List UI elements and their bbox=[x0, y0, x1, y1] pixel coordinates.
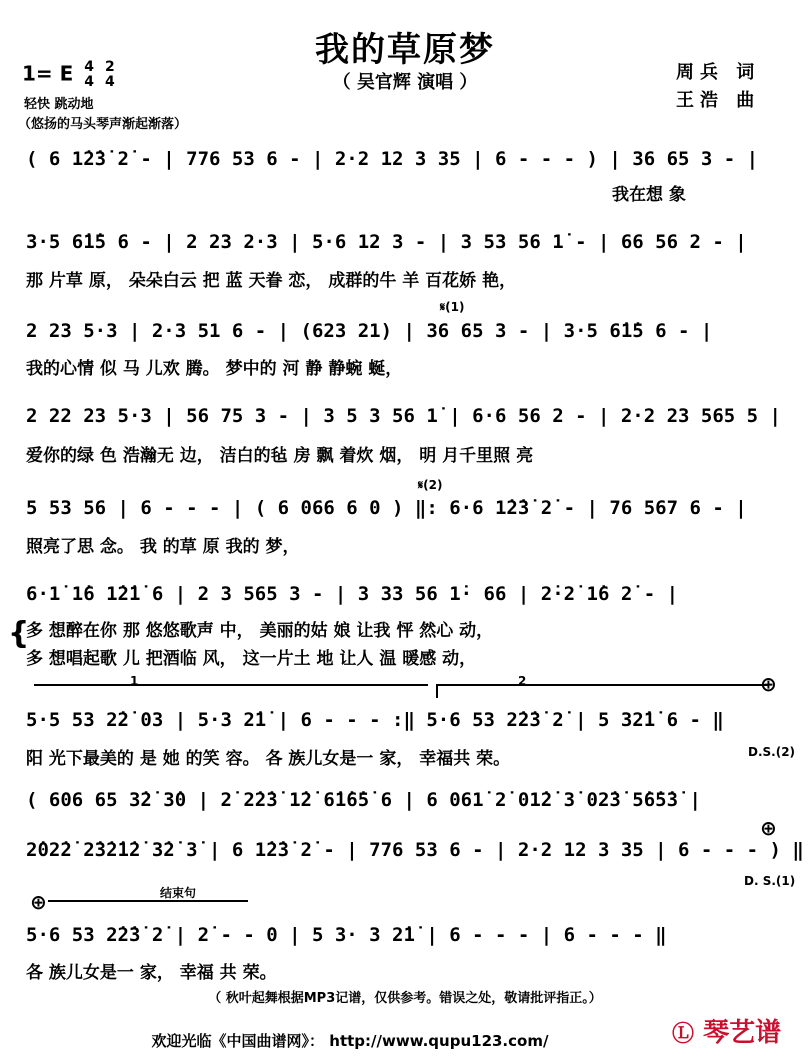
verse-brace: { bbox=[8, 616, 30, 651]
lyric-line-2: 那 片草 原， 朵朵白云 把 蓝 天眷 恋， 成群的牛 羊 百花娇 艳， bbox=[26, 271, 517, 291]
logo-text: 琴艺谱 bbox=[703, 1018, 782, 1048]
volta-2-label: 2 bbox=[518, 674, 527, 688]
verse-line-1: 多 想醉在你 那 悠悠歌声 中， 美丽的姑 娘 让我 怦 然心 动， bbox=[26, 621, 494, 641]
lyric-line-7: 阳 光下最美的 是 她 的笑 容。 各 族儿女是一 家， 幸福共 荣。 bbox=[26, 749, 511, 769]
site-logo bbox=[672, 1012, 781, 1049]
composer-credit: 王浩 曲 bbox=[676, 90, 761, 111]
segno-1: 𝄋(1) bbox=[440, 300, 465, 314]
score-line-3: 2 23 5·3 | 2·3 51 6 - | (623 21) | 36 65 3 - | 3·5 6̇1̇5 6 - | bbox=[26, 320, 713, 342]
ending-label: 结束句 bbox=[160, 886, 197, 900]
coda-icon-3: ⊕ bbox=[30, 890, 47, 914]
time-signature-2: 2 4 bbox=[105, 59, 115, 90]
ds-2-mark: D.S.(2) bbox=[748, 745, 796, 759]
footer-welcome: 欢迎光临《中国曲谱网》： http://www.qupu123.com/ bbox=[151, 1032, 549, 1050]
verse-line-2: 多 想唱起歌 儿 把酒临 风， 这一片土 地 让人 温 暖感 动， bbox=[26, 649, 477, 669]
logo-icon: Ⓛ bbox=[672, 1022, 695, 1047]
page-title: 我的草原梦 bbox=[315, 30, 495, 70]
volta-1-label: 1 bbox=[130, 674, 139, 688]
volta-bracket-2-hook bbox=[436, 684, 438, 698]
ending-bracket bbox=[48, 900, 248, 902]
intro-note: （悠扬的马头琴声渐起渐落） bbox=[18, 117, 188, 132]
score-line-7: 5·5 53 2̇2̇ 03 | 5·3 2̇1̇ | 6 - - - :‖ 5·6 53 2̇2̇3̇ 2̇ | 5 32̇1̇ 6 - ‖ bbox=[26, 709, 724, 731]
score-line-8: ( 606 65 3̇2̇ 3̇0 | 2̇ 2̇2̇3̇ 1̇2̇ 6̇1̇6̇5̇ 6 | 6 061̇ 2̇ 01̇2̇ 3̇ 02̇3̇ 5̇6̇5̇3̇ | bbox=[26, 789, 701, 811]
footer-note: （ 秋叶起舞根据MP3记谱，仅供参考。错误之处，敬请批评指正。） bbox=[208, 991, 602, 1006]
score-line-5: 5 53 56 | 6 - - - | ( 6 066 6 0 ) ‖: 6·6 1̇2̇3̇ 2̇ - | 76 567 6 - | bbox=[26, 497, 747, 519]
score-line-6: 6·1̇ 1̇6 1̇2̇1̇ 6 | 2 3 565 3 - | 3 33 56 1̇· 66 | 2̇·2̇ 1̇6 2̇ - | bbox=[26, 583, 679, 605]
ds-1-mark: D. S.(1) bbox=[744, 874, 796, 888]
lyric-line-1: 我在想 象 bbox=[612, 185, 686, 205]
singer-credit: （ 吴官辉 演唱 ） bbox=[332, 72, 478, 93]
score-line-9: 2̇02̇2̇ 2̇3̇2̇1̇2̇ 3̇2̇ 3̇ | 6 1̇2̇3̇ 2̇ - | 776 53 6 - | 2·2 12 3 35 | 6 - - - ) ‖ bbox=[26, 839, 804, 861]
score-line-2: 3·5 6̇1̇5 6 - | 2 23 2·3 | 5·6 12 3 - | 3 53 56 1̇ - | 66 56 2 - | bbox=[26, 231, 747, 253]
volta-bracket-2 bbox=[436, 684, 768, 686]
coda-icon-2: ⊕ bbox=[760, 816, 777, 840]
score-line-10: 5·6 53 2̇2̇3̇ 2̇ | 2̇ - - 0 | 5 3· 3 2̇1̇ | 6 - - - | 6 - - - ‖ bbox=[26, 924, 667, 946]
key-signature bbox=[22, 60, 115, 90]
time-signature-1: 4 4 bbox=[84, 59, 95, 90]
lyric-line-10: 各 族儿女是一 家， 幸福 共 荣。 bbox=[26, 963, 277, 983]
lyric-line-5: 照亮了思 念。 我 的草 原 我的 梦， bbox=[26, 537, 300, 557]
volta-bracket-1 bbox=[34, 684, 428, 686]
score-line-1: ( 6 1̇2̇3̇ 2̇ - | 776 53 6 - | 2·2 12 3 35 | 6 - - - ) | 36 65 3 - | bbox=[26, 148, 759, 170]
key-label: 1= E bbox=[22, 61, 74, 86]
lyric-line-3: 我的心情 似 马 儿欢 腾。 梦中的 河 静 静蜿 蜒， bbox=[26, 359, 403, 379]
score-line-4: 2 22 23 5·3 | 56 75 3 - | 3 5 3 56 1̇ | 6·6 56 2 - | 2·2 23 565 5 | bbox=[26, 405, 781, 427]
lyricist-credit: 周兵 词 bbox=[676, 62, 761, 83]
segno-2: 𝄋(2) bbox=[418, 478, 443, 492]
coda-icon: ⊕ bbox=[760, 672, 777, 696]
tempo-marking: 轻快 跳动地 bbox=[24, 97, 94, 112]
lyric-line-4: 爱你的绿 色 浩瀚无 边， 洁白的毡 房 飘 着炊 烟， 明 月千里照 亮 bbox=[26, 446, 534, 466]
